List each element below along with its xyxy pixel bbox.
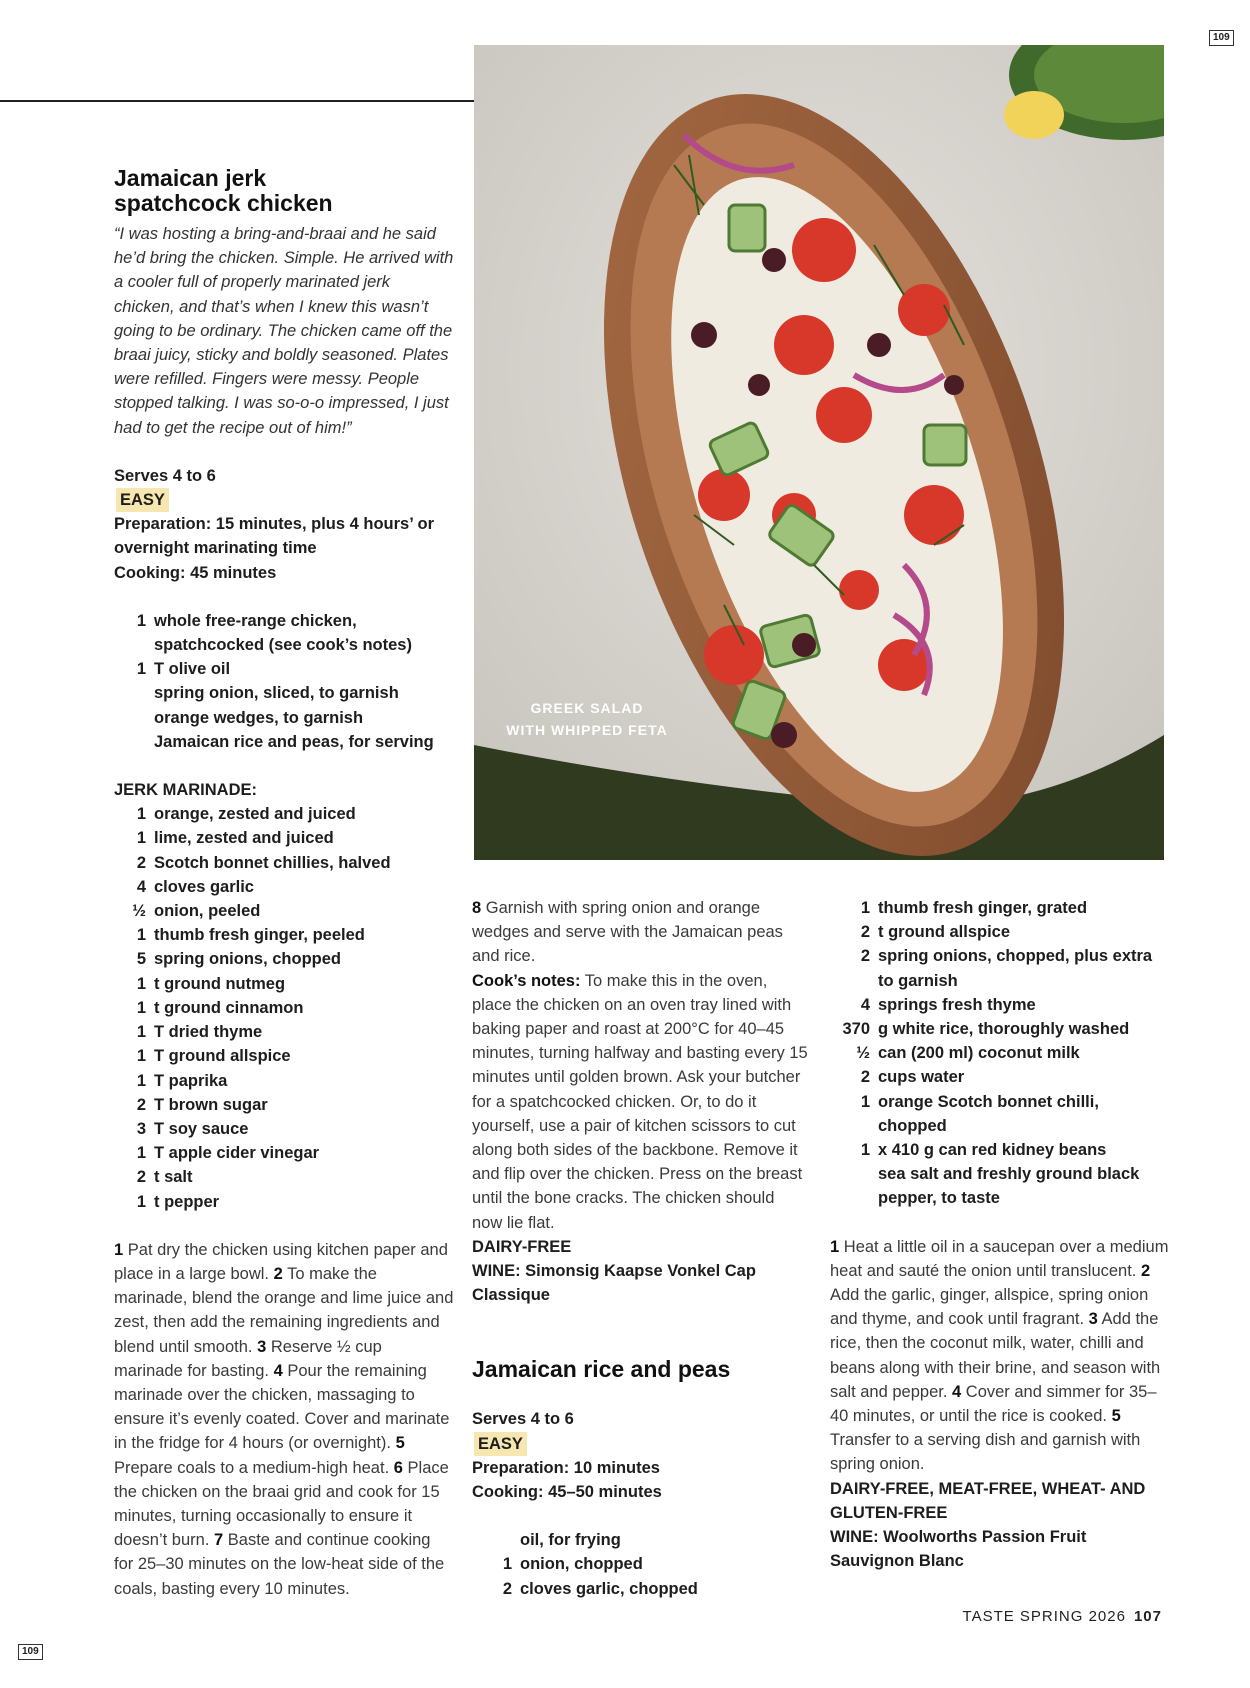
ingredient-row (114, 657, 454, 681)
ingredient-quantity (114, 681, 154, 705)
ingredient-row (114, 996, 454, 1020)
recipe2-ingredients-part1 (472, 1528, 808, 1601)
step-text: To make the marinade, blend the orange and lime juice and zest, then add the remaining ingredients and blend until smooth. (114, 1264, 454, 1356)
ingredient-quantity: ½ (132, 902, 146, 921)
ingredient-text: T brown sugar (154, 1095, 268, 1114)
ingredient-text: t salt (154, 1168, 193, 1187)
ingredient-text: spring onions, chopped (154, 950, 341, 969)
ingredient-row (114, 947, 454, 971)
ingredient-row (114, 875, 454, 899)
recipe2-difficulty-badge: EASY (474, 1432, 527, 1456)
step-number: 2 (1140, 1261, 1151, 1280)
recipe1-dietary: DAIRY-FREE (472, 1237, 572, 1256)
footer-magazine: TASTE SPRING 2026 (962, 1608, 1126, 1625)
ingredient-row (114, 706, 454, 730)
ingredient-row (830, 944, 1170, 992)
step-number: 6 (393, 1458, 403, 1477)
ingredient-text: T soy sauce (154, 1119, 249, 1138)
ingredient-text: cloves garlic (154, 877, 254, 896)
ingredient-text: T ground allspice (154, 1047, 291, 1066)
page-marker-top: 109 (1209, 30, 1234, 46)
ingredient-quantity: 1 (860, 1141, 870, 1160)
recipe2-wine: WINE: Woolworths Passion Fruit Sauvignon Blanc (830, 1528, 1087, 1571)
column-3 (830, 896, 1170, 1573)
ingredient-row (114, 923, 454, 947)
ingredient-quantity: 2 (860, 923, 870, 942)
ingredient-text: orange wedges, to garnish (154, 708, 364, 727)
step-text: Pat dry the chicken using kitchen paper and place in a large bowl. (114, 1240, 448, 1283)
recipe1-serves: Serves 4 to 6 (114, 466, 216, 485)
step-number: 5 (395, 1434, 405, 1453)
ingredient-row (830, 1041, 1170, 1065)
step-number: 3 (1088, 1310, 1098, 1329)
step-text: Garnish with spring onion and orange wedges and serve with the Jamaican peas and rice. (472, 899, 783, 966)
step-text: Place the chicken on the braai grid and cook for 15 minutes, turning occasionally to ensure it doesn’t burn. (114, 1458, 449, 1550)
recipe2-preparation: Preparation: 10 minutes (472, 1458, 660, 1477)
ingredient-quantity: 1 (136, 611, 146, 630)
ingredient-quantity (114, 730, 154, 754)
ingredient-text: whole free-range chicken, spatchcocked (see cook’s notes) (154, 611, 412, 655)
ingredient-text: thumb fresh ginger, grated (878, 899, 1088, 917)
ingredient-row (114, 730, 454, 754)
ingredient-text: spring onion, sliced, to garnish (154, 684, 399, 703)
step-number: 2 (273, 1264, 283, 1283)
ingredient-quantity: 1 (136, 926, 146, 945)
ingredient-quantity: 2 (136, 853, 146, 872)
recipe1-difficulty-badge: EASY (116, 488, 169, 512)
ingredient-text: sea salt and freshly ground black pepper, to taste (878, 1165, 1140, 1208)
ingredient-quantity: 1 (136, 829, 146, 848)
ingredient-row (114, 1190, 454, 1214)
ingredient-quantity: 4 (860, 995, 870, 1014)
ingredient-text: orange, zested and juiced (154, 805, 356, 824)
ingredient-text: thumb fresh ginger, peeled (154, 926, 365, 945)
ingredient-quantity: 1 (860, 899, 870, 917)
ingredient-text: onion, chopped (520, 1555, 643, 1574)
recipe2-cooking: Cooking: 45–50 minutes (472, 1483, 662, 1502)
ingredient-row (114, 802, 454, 826)
recipe1-intro: “I was hosting a bring-and-braai and he said he’d bring the chicken. Simple. He arrived with a cooler full of properly marinated jerk chicken, and that’s when I knew this wasn’t going to be ordinary. The chicken came off the braai juicy, sticky and boldly seasoned. Plates were refilled. Fingers were messy. People stopped talking. I was so-o-o impressed, I just had to get the recipe out of him!” (114, 225, 454, 437)
ingredient-row (114, 1069, 454, 1093)
ingredient-row (114, 1141, 454, 1165)
recipe1-cooking: Cooking: 45 minutes (114, 563, 277, 582)
ingredient-row (114, 1020, 454, 1044)
photo-caption (502, 697, 672, 741)
recipe2-dietary: DAIRY-FREE, MEAT-FREE, WHEAT- AND GLUTEN-FREE (830, 1479, 1146, 1522)
ingredient-quantity: 2 (502, 1579, 512, 1598)
step-number: 3 (257, 1337, 267, 1356)
ingredient-text: x 410 g can red kidney beans (878, 1141, 1107, 1160)
step-text: Baste and continue cooking for 25–30 minutes on the low-heat side of the coals, basting every 10 minutes. (114, 1531, 445, 1598)
ingredient-text: Jamaican rice and peas, for serving (154, 732, 434, 751)
recipe2-method (830, 1235, 1170, 1477)
cooks-notes-text: To make this in the oven, place the chicken on an oven tray lined with baking paper and roast at 200°C for 40–45 minutes, turning halfway and basting every 15 minutes until golden brown. Ask your butcher for a spatchcocked chicken. Or, to do it yourself, use a pair of kitchen scissors to cut along both sides of the backbone. Remove it and flip over the chicken. Press on the breast until the bone cracks. The chicken should now lie flat. (472, 971, 808, 1232)
ingredient-quantity (114, 706, 154, 730)
ingredient-quantity: 1 (136, 1192, 146, 1211)
ingredient-row (472, 1528, 808, 1552)
ingredient-quantity: 1 (502, 1555, 512, 1574)
recipe1-preparation: Preparation: 15 minutes, plus 4 hours’ or overnight marinating time (114, 515, 434, 558)
ingredient-quantity: 2 (136, 1095, 146, 1114)
step-text: Transfer to a serving dish and garnish with spring onion. (830, 1431, 1141, 1474)
ingredient-quantity: 4 (136, 877, 146, 896)
ingredient-text: t ground allspice (878, 923, 1011, 942)
marinade-ingredients (114, 802, 454, 1213)
recipe1-title-line1: Jamaican jerk (114, 165, 267, 191)
step-number: 8 (472, 899, 482, 917)
cooks-notes (472, 969, 808, 1235)
ingredient-quantity: 370 (842, 1020, 870, 1039)
step-text: Add the rice, then the coconut milk, water, chilli and beans along with their brine, and season with salt and pepper. (830, 1310, 1161, 1401)
ingredient-text: Scotch bonnet chillies, halved (154, 853, 391, 872)
page-footer (963, 1608, 1162, 1625)
ingredient-row (472, 1552, 808, 1576)
ingredient-row (114, 1165, 454, 1189)
ingredient-quantity: 3 (136, 1119, 146, 1138)
ingredient-row (830, 1017, 1170, 1041)
ingredient-text: cloves garlic, chopped (520, 1579, 698, 1598)
ingredient-row (830, 920, 1170, 944)
step-text: Pour the remaining marinade over the chicken, massaging to ensure it’s evenly coated. Cover and marinate in the fridge for 4 hours (or overnight). (114, 1361, 450, 1453)
cooks-notes-label: Cook’s notes: (472, 971, 581, 990)
recipe1-title (114, 166, 454, 216)
ingredient-row (114, 1117, 454, 1141)
ingredient-text: cups water (878, 1068, 965, 1087)
ingredient-text: oil, for frying (520, 1531, 621, 1550)
ingredient-quantity: ½ (856, 1044, 870, 1063)
ingredient-row (830, 993, 1170, 1017)
ingredient-text: g white rice, thoroughly washed (878, 1020, 1130, 1039)
recipe1-method-continued (472, 896, 808, 969)
ingredient-text: orange Scotch bonnet chilli, chopped (878, 1092, 1099, 1135)
step-number: 4 (952, 1382, 962, 1401)
ingredient-quantity (472, 1528, 520, 1552)
caption-line-1: GREEK SALAD (530, 700, 644, 716)
ingredient-text: t ground cinnamon (154, 998, 304, 1017)
ingredient-row (114, 851, 454, 875)
recipe2-title: Jamaican rice and peas (472, 1356, 731, 1383)
step-text: Heat a little oil in a saucepan over a medium heat and sauté the onion until translucent. (830, 1237, 1169, 1280)
ingredient-row (114, 826, 454, 850)
ingredient-text: T dried thyme (154, 1023, 263, 1042)
ingredient-text: can (200 ml) coconut milk (878, 1044, 1080, 1063)
marinade-heading: JERK MARINADE: (114, 781, 258, 800)
step-text: Prepare coals to a medium-high heat. (114, 1458, 394, 1477)
header-rule (0, 100, 474, 102)
page-marker-bottom: 109 (18, 1644, 43, 1660)
ingredient-quantity: 1 (136, 1144, 146, 1163)
caption-line-2: WITH WHIPPED FETA (506, 722, 668, 738)
ingredient-quantity: 1 (860, 1092, 870, 1111)
step-number: 4 (273, 1361, 283, 1380)
ingredient-text: T olive oil (154, 660, 231, 679)
ingredient-quantity: 1 (136, 1023, 146, 1042)
ingredient-text: T apple cider vinegar (154, 1144, 320, 1163)
recipe2-ingredients-part2 (830, 896, 1170, 1211)
ingredient-quantity: 2 (860, 947, 870, 966)
ingredient-row (830, 1065, 1170, 1089)
ingredient-row (830, 1090, 1170, 1138)
ingredient-row (830, 1162, 1170, 1210)
recipe1-wine: WINE: Simonsig Kaapse Vonkel Cap Classique (472, 1262, 756, 1305)
recipe1-ingredients (114, 609, 454, 754)
ingredient-quantity: 1 (136, 1047, 146, 1066)
ingredient-row (114, 972, 454, 996)
ingredient-quantity (830, 1162, 878, 1210)
ingredient-quantity: 1 (136, 974, 146, 993)
ingredient-text: onion, peeled (154, 902, 261, 921)
step-number: 5 (1111, 1407, 1121, 1426)
ingredient-row (114, 1093, 454, 1117)
ingredient-quantity: 1 (136, 1071, 146, 1090)
ingredient-row (114, 899, 454, 923)
ingredient-text: t ground nutmeg (154, 974, 286, 993)
step-number: 1 (830, 1237, 840, 1256)
recipe1-title-line2: spatchcock chicken (114, 190, 333, 216)
ingredient-row (114, 609, 454, 657)
ingredient-text: lime, zested and juiced (154, 829, 334, 848)
column-2 (472, 896, 808, 1601)
ingredient-row (114, 1044, 454, 1068)
ingredient-quantity: 5 (136, 950, 146, 969)
ingredient-quantity: 2 (136, 1168, 146, 1187)
ingredient-row (830, 896, 1170, 920)
ingredient-quantity: 1 (136, 998, 146, 1017)
ingredient-text: springs fresh thyme (878, 995, 1036, 1014)
step-text: Reserve ½ cup marinade for basting. (114, 1337, 382, 1380)
ingredient-quantity: 1 (136, 805, 146, 824)
ingredient-row (472, 1577, 808, 1601)
ingredient-quantity: 2 (860, 1068, 870, 1087)
step-number: 7 (213, 1531, 224, 1550)
footer-page-number: 107 (1133, 1608, 1162, 1625)
ingredient-row (114, 681, 454, 705)
ingredient-quantity: 1 (136, 660, 146, 679)
ingredient-text: t pepper (154, 1192, 220, 1211)
ingredient-row (830, 1138, 1170, 1162)
recipe1-method (114, 1238, 454, 1601)
ingredient-text: spring onions, chopped, plus extra to garnish (878, 947, 1153, 990)
column-1 (114, 166, 454, 1601)
step-text: Add the garlic, ginger, allspice, spring onion and thyme, and cook until fragrant. (830, 1286, 1149, 1329)
step-text: Cover and simmer for 35–40 minutes, or until the rice is cooked. (830, 1382, 1157, 1426)
step-number: 1 (114, 1240, 124, 1259)
ingredient-text: T paprika (154, 1071, 228, 1090)
recipe2-serves: Serves 4 to 6 (472, 1410, 574, 1429)
